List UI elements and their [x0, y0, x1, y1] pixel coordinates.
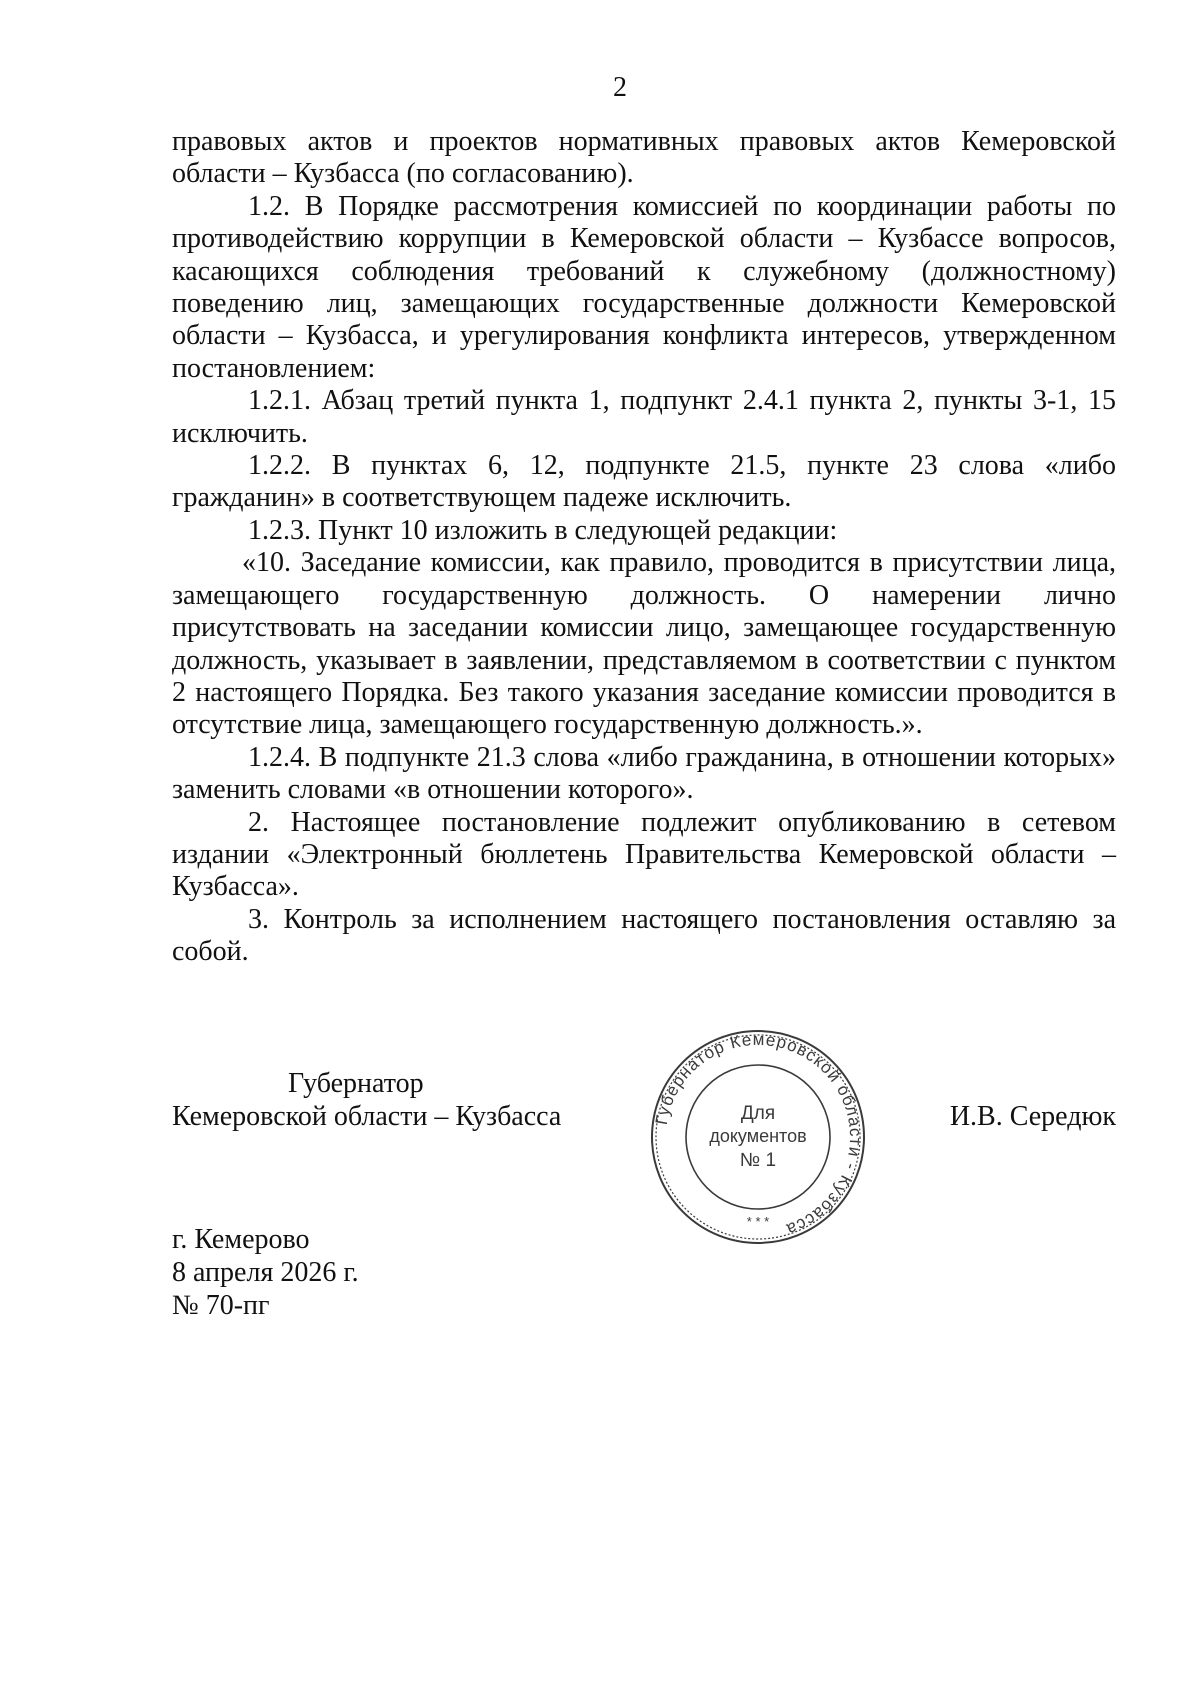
signatory-name: И.В. Середюк: [949, 1101, 1116, 1132]
paragraph-1-2: 1.2. В Порядке рассмотрения комиссией по координации работы по противодействию коррупции в Кемеровской области – Кузбассе вопросов, касающихся соблюдения требований к служебному (должностному) поведению лиц, замещающих государственные должности Кемеровской области – Кузбасса, и урегулирования конфликта интересов, утвержденном постановлением:: [172, 190, 1116, 384]
signatory-region: Кемеровской области – Кузбасса: [172, 1101, 562, 1132]
document-footer: [172, 1223, 359, 1322]
paragraph-quoted-10: «10. Заседание комиссии, как правило, проводится в присутствии лица, замещающего государственную должность. О намерении лично присутствовать на заседании комиссии лицо, замещающее государственную должность, указывает в заявлении, представляемом в соответствии с пунктом 2 настоящего Порядка. Без такого указания заседание комиссии проводится в отсутствие лица, замещающего государственную должность.».: [172, 547, 1116, 741]
paragraph-1-2-2: 1.2.2. В пунктах 6, 12, подпункте 21.5, пункте 23 слова «либо гражданин» в соответствующем падеже исключить.: [172, 450, 1116, 514]
paragraph-1-2-4: 1.2.4. В подпункте 21.3 слова «либо гражданина, в отношении которых» заменить словами «в отношении которого».: [172, 741, 1116, 806]
signatory-title: [172, 1067, 561, 1133]
document-number: № 70-пг: [172, 1290, 270, 1321]
paragraph-3: 3. Контроль за исполнением настоящего постановления оставляю за собой.: [172, 903, 1116, 968]
official-stamp: [648, 1027, 868, 1247]
stamp-ring-text: Губернатор Кемеровской области - Кузбасса: [651, 1029, 866, 1240]
document-date: 8 апреля 2026 г.: [172, 1257, 359, 1288]
stamp-stars: * * *: [746, 1214, 770, 1229]
paragraph-continuation: правовых актов и проектов нормативных правовых актов Кемеровской области – Кузбасса (по согласованию).: [172, 126, 1116, 190]
document-body: [172, 126, 1116, 969]
paragraph-1-2-3: 1.2.3. Пункт 10 изложить в следующей редакции:: [248, 514, 838, 546]
paragraph-1-2-1: 1.2.1. Абзац третий пункта 1, подпункт 2.4.1 пункта 2, пункты 3-1, 15 исключить.: [172, 385, 1116, 449]
page-number: 2: [613, 72, 627, 103]
stamp-center-line2: документов: [709, 1126, 807, 1146]
stamp-center-line1: Для: [740, 1103, 776, 1124]
stamp-center-line3: № 1: [739, 1150, 777, 1171]
paragraph-2: 2. Настоящее постановление подлежит опубликованию в сетевом издании «Электронный бюллетень Правительства Кемеровской области – Кузбасса».: [172, 806, 1116, 903]
signatory-position: Губернатор: [288, 1068, 424, 1099]
document-city: г. Кемерово: [172, 1224, 310, 1255]
